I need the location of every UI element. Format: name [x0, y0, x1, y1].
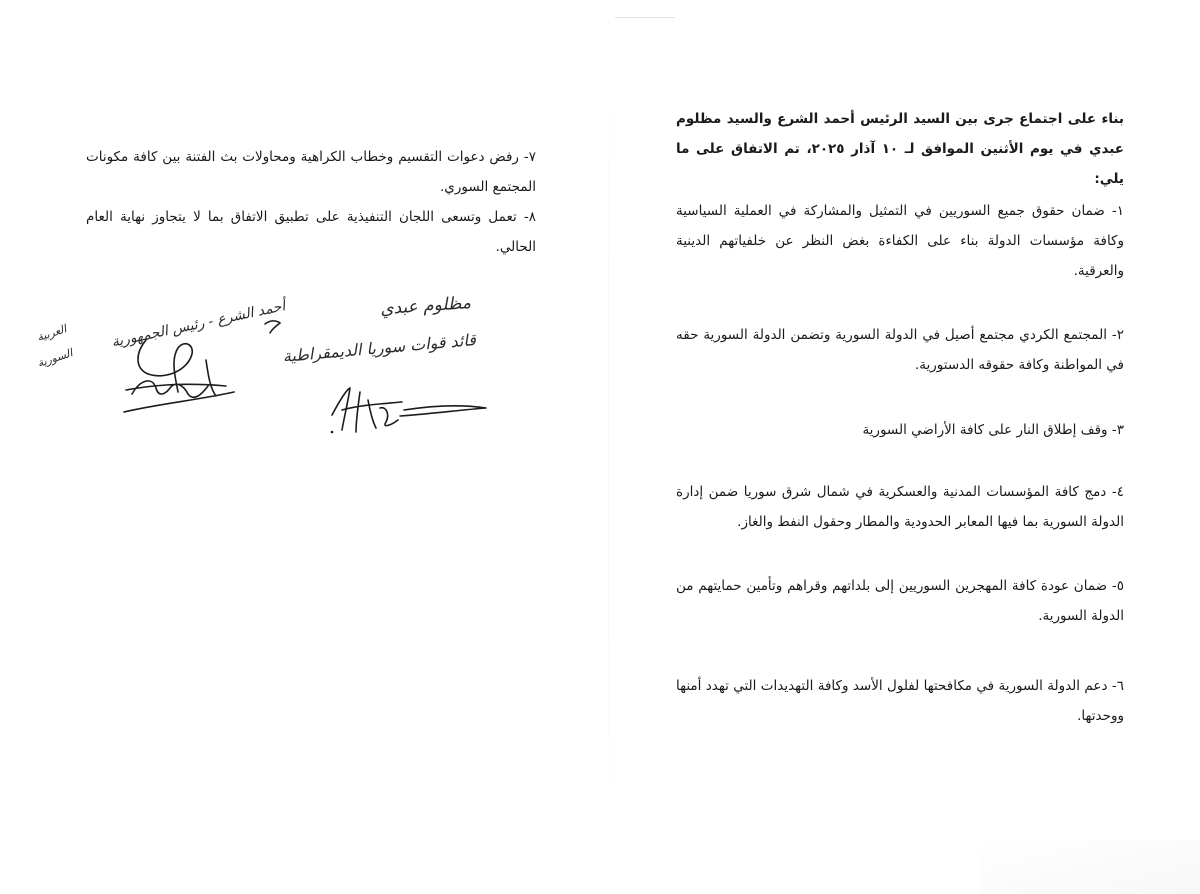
signature-1-name: مظلوم عبدي [379, 293, 472, 320]
signature-2-line-2: العربية [35, 322, 69, 344]
signature-2-scribble [118, 330, 238, 420]
signature-1-mark [262, 318, 286, 336]
agreement-intro: بناء على اجتماع جرى بين السيد الرئيس أحمد الشرع والسيد مظلوم عبدي في يوم الأثنين الموافق لـ ١٠ آذار ٢٠٢٥، تم الاتفاق على ما يلي: [676, 111, 1124, 187]
clause-8: ٨- تعمل وتسعى اللجان التنفيذية على تطبيق الاتفاق بما لا يتجاوز نهاية العام الحالي. [86, 209, 536, 255]
signature-2-line-3: السورية [35, 346, 75, 370]
clause-7: ٧- رفض دعوات التقسيم وخطاب الكراهية ومحاولات بث الفتنة بين كافة مكونات المجتمع السوري. [86, 149, 536, 195]
signature-2-line-1: أحمد الشرع - رئيس الجمهورية [110, 298, 287, 351]
paper-shadow [980, 840, 1200, 894]
clause-2: ٢- المجتمع الكردي مجتمع أصيل في الدولة السورية وتضمن الدولة السورية حقه في المواطنة وكافة حقوقه الدستورية. [676, 327, 1124, 373]
page-fold [608, 0, 609, 894]
clause-6: ٦- دعم الدولة السورية في مكافحتها لفلول الأسد وكافة التهديدات التي تهدد أمنها ووحدتها. [676, 678, 1124, 724]
clause-3: ٣- وقف إطلاق النار على كافة الأراضي السورية [862, 422, 1124, 438]
signature-1-title: قائد قوات سوريا الديمقراطية [281, 330, 477, 366]
clause-5: ٥- ضمان عودة كافة المهجرين السوريين إلى بلداتهم وقراهم وتأمين حمايتهم من الدولة السورية. [676, 578, 1124, 624]
signature-1-scribble [320, 380, 490, 440]
clause-4: ٤- دمج كافة المؤسسات المدنية والعسكرية في شمال شرق سوريا ضمن إدارة الدولة السورية بما فيها المعابر الحدودية والمطار وحقول النفط والغاز. [676, 484, 1124, 530]
clause-1: ١- ضمان حقوق جميع السوريين في التمثيل والمشاركة في العملية السياسية وكافة مؤسسات الدولة بناء على الكفاءة بغض النظر عن خلفياتهم الدينية والعرقية. [676, 203, 1124, 279]
scan-mark [615, 17, 675, 18]
